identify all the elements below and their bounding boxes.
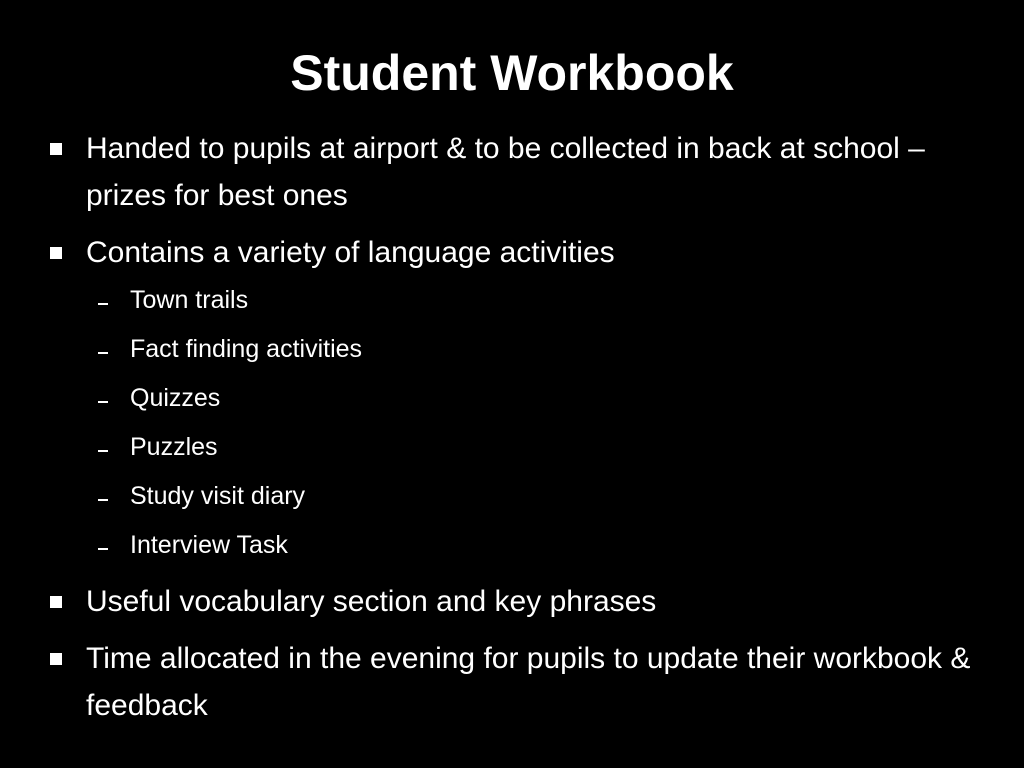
sub-bullet-item bbox=[48, 423, 988, 472]
sub-bullet-text: Puzzles bbox=[130, 433, 218, 461]
dash-bullet-icon bbox=[98, 401, 108, 403]
sub-bullet-item bbox=[48, 325, 988, 374]
bullet-item bbox=[48, 125, 988, 219]
sub-bullet-item bbox=[48, 276, 988, 325]
sub-bullet-item bbox=[48, 521, 988, 570]
sub-bullet-text: Town trails bbox=[130, 286, 249, 314]
dash-bullet-icon bbox=[98, 352, 108, 354]
sub-bullet-list bbox=[48, 276, 988, 570]
bullet-text: Handed to pupils at airport & to be collected in back at school – prizes for best ones bbox=[86, 132, 925, 212]
bullet-list bbox=[48, 125, 988, 739]
square-bullet-icon bbox=[50, 596, 62, 608]
bullet-item bbox=[48, 229, 988, 276]
square-bullet-icon bbox=[50, 143, 62, 155]
sub-bullet-text: Interview Task bbox=[130, 531, 288, 559]
bullet-text: Contains a variety of language activities bbox=[86, 236, 615, 269]
bullet-text: Useful vocabulary section and key phrases bbox=[86, 585, 657, 618]
sub-bullet-text: Study visit diary bbox=[130, 482, 306, 510]
square-bullet-icon bbox=[50, 653, 62, 665]
slide-title: Student Workbook bbox=[290, 45, 734, 101]
sub-bullet-text: Quizzes bbox=[130, 384, 221, 412]
square-bullet-icon bbox=[50, 247, 62, 259]
dash-bullet-icon bbox=[98, 450, 108, 452]
bullet-text: Time allocated in the evening for pupils to update their workbook & feedback bbox=[86, 642, 971, 722]
dash-bullet-icon bbox=[98, 303, 108, 305]
sub-bullet-text: Fact finding activities bbox=[130, 335, 363, 363]
bullet-item bbox=[48, 578, 988, 625]
sub-bullet-item bbox=[48, 472, 988, 521]
sub-bullet-item bbox=[48, 374, 988, 423]
bullet-item bbox=[48, 635, 988, 729]
dash-bullet-icon bbox=[98, 548, 108, 550]
dash-bullet-icon bbox=[98, 499, 108, 501]
